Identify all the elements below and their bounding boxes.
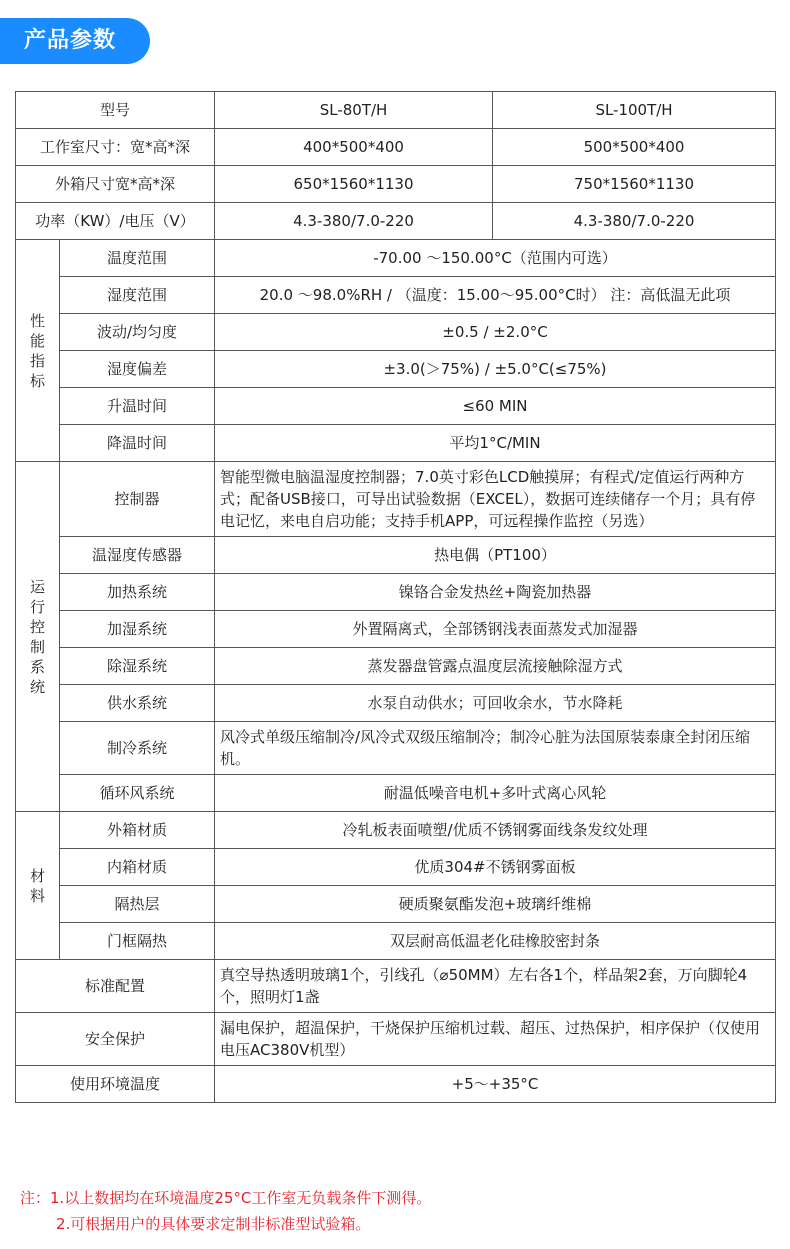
row-label: 除湿系统 <box>60 648 215 685</box>
table-row <box>16 960 776 1013</box>
group-label-control-system: 运 行 控 制 系 统 <box>16 462 60 812</box>
row-value: 优质304#不锈钢雾面板 <box>215 849 776 886</box>
table-row <box>16 129 776 166</box>
table-row <box>16 611 776 648</box>
row-label: 湿度范围 <box>60 277 215 314</box>
table-row <box>16 537 776 574</box>
row-value-1: 650*1560*1130 <box>215 166 493 203</box>
row-value-2: 500*500*400 <box>493 129 776 166</box>
table-row <box>16 812 776 849</box>
row-value: 热电偶（PT100） <box>215 537 776 574</box>
table-row <box>16 314 776 351</box>
section-title-tab: 产品参数 <box>0 18 150 64</box>
row-value: 20.0 ～98.0%RH / （温度：15.00～95.00°C时） 注：高低温无此项 <box>215 277 776 314</box>
model-name-1: SL-80T/H <box>215 92 493 129</box>
footnote-2: 2.可根据用户的具体要求定制非标准型试验箱。 <box>56 1215 371 1233</box>
table-row <box>16 388 776 425</box>
row-value: 蒸发器盘管露点温度层流接触除湿方式 <box>215 648 776 685</box>
row-value: 冷轧板表面喷塑/优质不锈钢雾面线条发纹处理 <box>215 812 776 849</box>
row-label: 外箱材质 <box>60 812 215 849</box>
row-label: 使用环境温度 <box>16 1066 215 1103</box>
row-label: 功率（KW）/电压（V） <box>16 203 215 240</box>
row-value-2: 4.3-380/7.0-220 <box>493 203 776 240</box>
row-label: 湿度偏差 <box>60 351 215 388</box>
group-label-materials: 材 料 <box>16 812 60 960</box>
table-row <box>16 685 776 722</box>
table-row <box>16 849 776 886</box>
table-row <box>16 775 776 812</box>
row-label: 外箱尺寸宽*高*深 <box>16 166 215 203</box>
row-label: 内箱材质 <box>60 849 215 886</box>
row-value-1: 4.3-380/7.0-220 <box>215 203 493 240</box>
footnote-1: 注：1.以上数据均在环境温度25°C工作室无负载条件下测得。 <box>20 1189 432 1207</box>
table-row <box>16 886 776 923</box>
row-label: 循环风系统 <box>60 775 215 812</box>
row-value: ±3.0(＞75%) / ±5.0°C(≤75%) <box>215 351 776 388</box>
footnotes <box>20 1185 431 1237</box>
table-row <box>16 351 776 388</box>
table-row <box>16 722 776 775</box>
row-value: 风冷式单级压缩制冷/风冷式双级压缩制冷；制冷心脏为法国原装泰康全封闭压缩机。 <box>215 722 776 775</box>
group-label-performance: 性 能 指 标 <box>16 240 60 462</box>
row-value: ≤60 MIN <box>215 388 776 425</box>
row-label: 制冷系统 <box>60 722 215 775</box>
row-value: 双层耐高低温老化硅橡胶密封条 <box>215 923 776 960</box>
row-value: 硬质聚氨酯发泡+玻璃纤维棉 <box>215 886 776 923</box>
row-value: 平均1°C/MIN <box>215 425 776 462</box>
row-value: ±0.5 / ±2.0°C <box>215 314 776 351</box>
row-label: 温湿度传感器 <box>60 537 215 574</box>
table-row <box>16 923 776 960</box>
table-row <box>16 648 776 685</box>
table-row <box>16 462 776 537</box>
row-label: 隔热层 <box>60 886 215 923</box>
row-value: 镍铬合金发热丝+陶瓷加热器 <box>215 574 776 611</box>
row-label: 波动/均匀度 <box>60 314 215 351</box>
row-value: 水泵自动供水；可回收余水，节水降耗 <box>215 685 776 722</box>
row-label: 温度范围 <box>60 240 215 277</box>
table-row <box>16 277 776 314</box>
row-value: +5～+35°C <box>215 1066 776 1103</box>
table-row <box>16 1013 776 1066</box>
spec-table <box>15 91 776 1103</box>
row-label: 控制器 <box>60 462 215 537</box>
row-value-1: 400*500*400 <box>215 129 493 166</box>
model-name-2: SL-100T/H <box>493 92 776 129</box>
row-label: 供水系统 <box>60 685 215 722</box>
table-row <box>16 1066 776 1103</box>
table-row <box>16 203 776 240</box>
row-label: 工作室尺寸：宽*高*深 <box>16 129 215 166</box>
row-label: 安全保护 <box>16 1013 215 1066</box>
row-value: 外置隔离式，全部锈钢浅表面蒸发式加湿器 <box>215 611 776 648</box>
row-label: 升温时间 <box>60 388 215 425</box>
row-value: 耐温低噪音电机+多叶式离心风轮 <box>215 775 776 812</box>
table-row <box>16 166 776 203</box>
table-row <box>16 425 776 462</box>
row-label: 标准配置 <box>16 960 215 1013</box>
row-label: 加湿系统 <box>60 611 215 648</box>
row-value-2: 750*1560*1130 <box>493 166 776 203</box>
table-row <box>16 574 776 611</box>
row-value: -70.00 ～150.00°C（范围内可选） <box>215 240 776 277</box>
model-label: 型号 <box>16 92 215 129</box>
row-label: 降温时间 <box>60 425 215 462</box>
row-label: 加热系统 <box>60 574 215 611</box>
table-row-model <box>16 92 776 129</box>
row-value: 漏电保护，超温保护，干烧保护压缩机过载、超压、过热保护，相序保护（仅使用电压AC380V机型） <box>215 1013 776 1066</box>
table-row <box>16 240 776 277</box>
row-label: 门框隔热 <box>60 923 215 960</box>
row-value: 智能型微电脑温湿度控制器；7.0英寸彩色LCD触摸屏；有程式/定值运行两种方式；配备USB接口，可导出试验数据（EXCEL），数据可连续储存一个月；具有停电记忆，来电自启功能；支持手机APP，可远程操作监控（另选） <box>215 462 776 537</box>
row-value: 真空导热透明玻璃1个，引线孔（⌀50MM）左右各1个，样品架2套，万向脚轮4个，照明灯1盏 <box>215 960 776 1013</box>
